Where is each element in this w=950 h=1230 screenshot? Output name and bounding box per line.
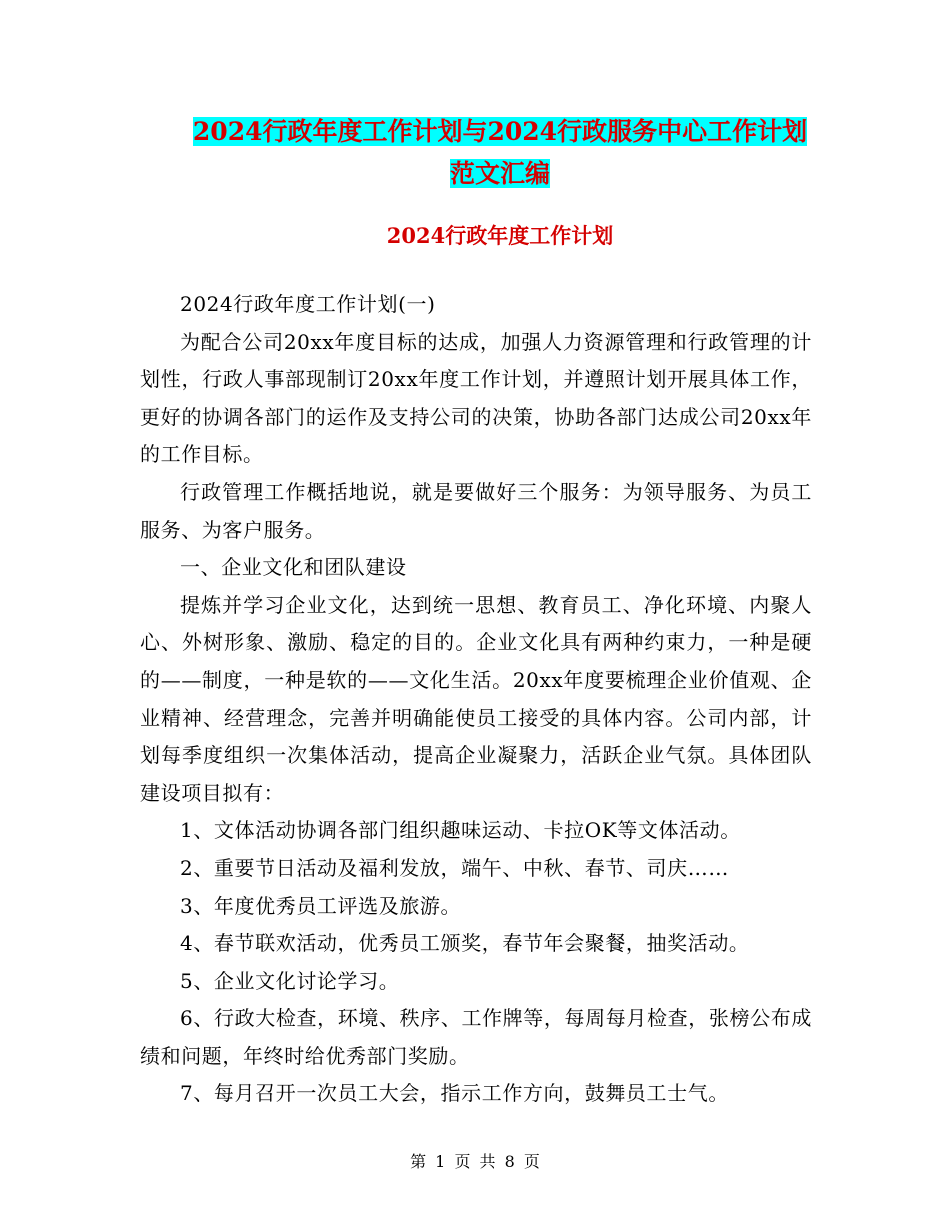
document-title-line-2: 范文汇编 [449, 159, 550, 188]
list-item: 1、文体活动协调各部门组织趣味运动、卡拉OK等文体活动。 [180, 818, 741, 843]
list-item: 4、春节联欢活动，优秀员工颁奖，春节年会聚餐，抽奖活动。 [180, 931, 750, 956]
page-number-footer: 第 1 页 共 8 页 [410, 1152, 540, 1171]
paragraph: 行政管理工作概括地说，就是要做好三个服务：为领导服务、为员工服务、为客户服务。 [140, 479, 812, 542]
paragraph: 为配合公司20xx年度目标的达成，加强人力资源管理和行政管理的计划性，行政人事部现制订20xx年度工作计划，并遵照计划开展具体工作，更好的协调各部门的运作及支持公司的决策，协助各部门达成公司20xx年的工作目标。 [140, 329, 812, 467]
subsection-heading: 一、企业文化和团队建设 [180, 555, 407, 580]
list-item: 3、年度优秀员工评选及旅游。 [180, 893, 462, 918]
document-title-line-1: 2024行政年度工作计划与2024行政服务中心工作计划 [192, 117, 808, 146]
list-item: 6、行政大检查，环境、秩序、工作牌等，每周每月检查，张榜公布成绩和问题，年终时给优秀部门奖励。 [140, 1006, 812, 1068]
list-item: 2、重要节日活动及福利发放，端午、中秋、春节、司庆…… [180, 855, 729, 880]
document-body [140, 286, 812, 1113]
paragraph-subtitle: 2024行政年度工作计划(一) [180, 292, 436, 316]
document-title-continued [140, 152, 860, 196]
document-title [140, 110, 860, 154]
paragraph: 提炼并学习企业文化，达到统一思想、教育员工、净化环境、内聚人心、外树形象、激励、稳定的目的。企业文化具有两种约束力，一种是硬的——制度，一种是软的——文化生活。20xx年度要梳理企业价值观、企业精神、经营理念，完善并明确能使员工接受的具体内容。公司内部，计划每季度组织一次集体活动，提高企业凝聚力，活跃企业气氛。具体团队建设项目拟有： [140, 592, 812, 805]
list-item: 5、企业文化讨论学习。 [180, 968, 400, 993]
list-item: 7、每月召开一次员工大会，指示工作方向，鼓舞员工士气。 [180, 1081, 729, 1106]
section-heading: 2024行政年度工作计划 [386, 223, 614, 248]
